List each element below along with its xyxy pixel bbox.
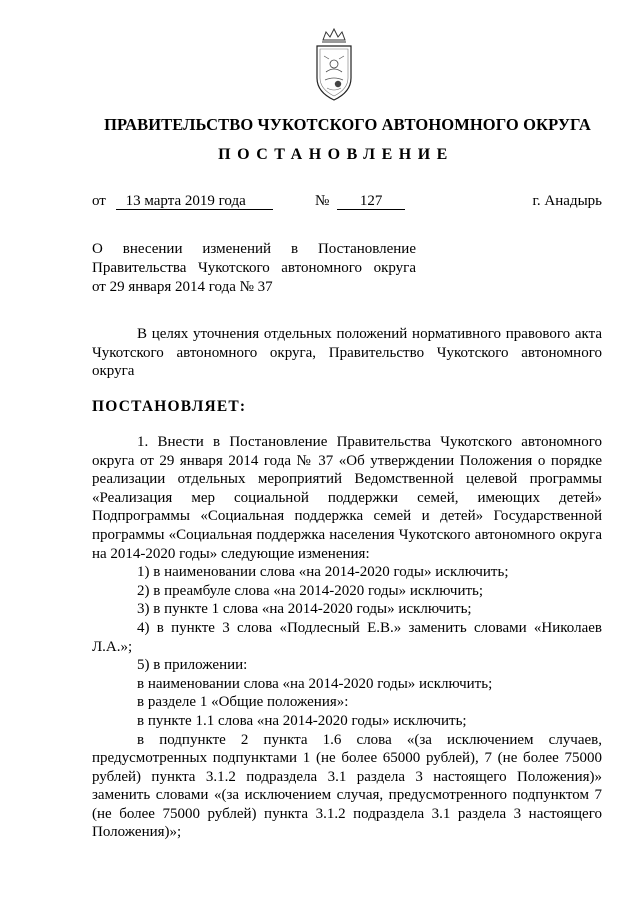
document-type: ПОСТАНОВЛЕНИЕ [218, 146, 454, 163]
preamble: В целях уточнения отдельных положений нормативного правового акта Чукотского автономного округа, Правительство Чукотского автономного округа [92, 326, 602, 380]
list-item: 2) в преамбуле слова «на 2014-2020 годы» исключить; [137, 582, 484, 599]
government-title: ПРАВИТЕЛЬСТВО ЧУКОТСКОГО АВТОНОМНОГО ОКРУГА [104, 115, 591, 134]
body-block [92, 433, 602, 842]
number-field [315, 193, 405, 210]
date-field [92, 193, 273, 210]
date-value: 13 марта 2019 года [116, 194, 273, 210]
list-item: в пункте 1.1 слова «на 2014-2020 годы» исключить; [137, 712, 467, 729]
subject-block [92, 240, 416, 297]
date-prefix: от [92, 193, 106, 209]
subject-line: от 29 января 2014 года № 37 [92, 279, 273, 295]
number-prefix: № [315, 193, 330, 209]
list-item: в разделе 1 «Общие положения»: [137, 694, 349, 711]
list-item: 3) в пункте 1 слова «на 2014-2020 годы» исключить; [137, 601, 472, 618]
number-value: 127 [337, 194, 405, 210]
subject-line: Правительства Чукотского автономного округа [92, 260, 416, 276]
list-item: в подпункте 2 пункта 1.6 слова «(за исключением случаев, предусмотренных подпунктами 1 (не более 65000 рублей), 7 (не более 75000 рублей) пункта 3.1.2 подраздела 3.1 раздела 3 настоящего Положения)» заменить словами «(за исключением случая, предусмотренного подпунктом 7 (не более 75000 рублей) пункта 3.1.2 подраздела 3.1 раздела 3 настоящего Положения)»; [92, 731, 602, 841]
list-item: 1) в наименовании слова «на 2014-2020 годы» исключить; [137, 564, 509, 581]
list-item: в наименовании слова «на 2014-2020 годы» исключить; [137, 675, 493, 692]
subject-line: О внесении изменений в Постановление [92, 241, 416, 257]
preamble-block [92, 325, 602, 381]
list-item: 5) в приложении: [137, 657, 248, 674]
paragraph-1: 1. Внести в Постановление Правительства Чукотского автономного округа от 29 января 2014 года № 37 «Об утверждении Положения о порядке реализации отдельных мероприятий Ведомственной целевой программы «Реализация мер социальной поддержки семей, имеющих детей» Подпрограммы «Социальная поддержка семей и детей» Государственной программы «Социальная поддержка населения Чукотского автономного округа на 2014-2020 годы» следующие изменения: [92, 434, 602, 562]
coat-of-arms-icon [309, 26, 359, 108]
decree-heading: ПОСТАНОВЛЯЕТ: [92, 398, 247, 415]
list-item: 4) в пункте 3 слова «Подлесный Е.В.» заменить словами «Николаев Л.А.»; [92, 619, 602, 655]
city: г. Анадырь [532, 193, 602, 209]
